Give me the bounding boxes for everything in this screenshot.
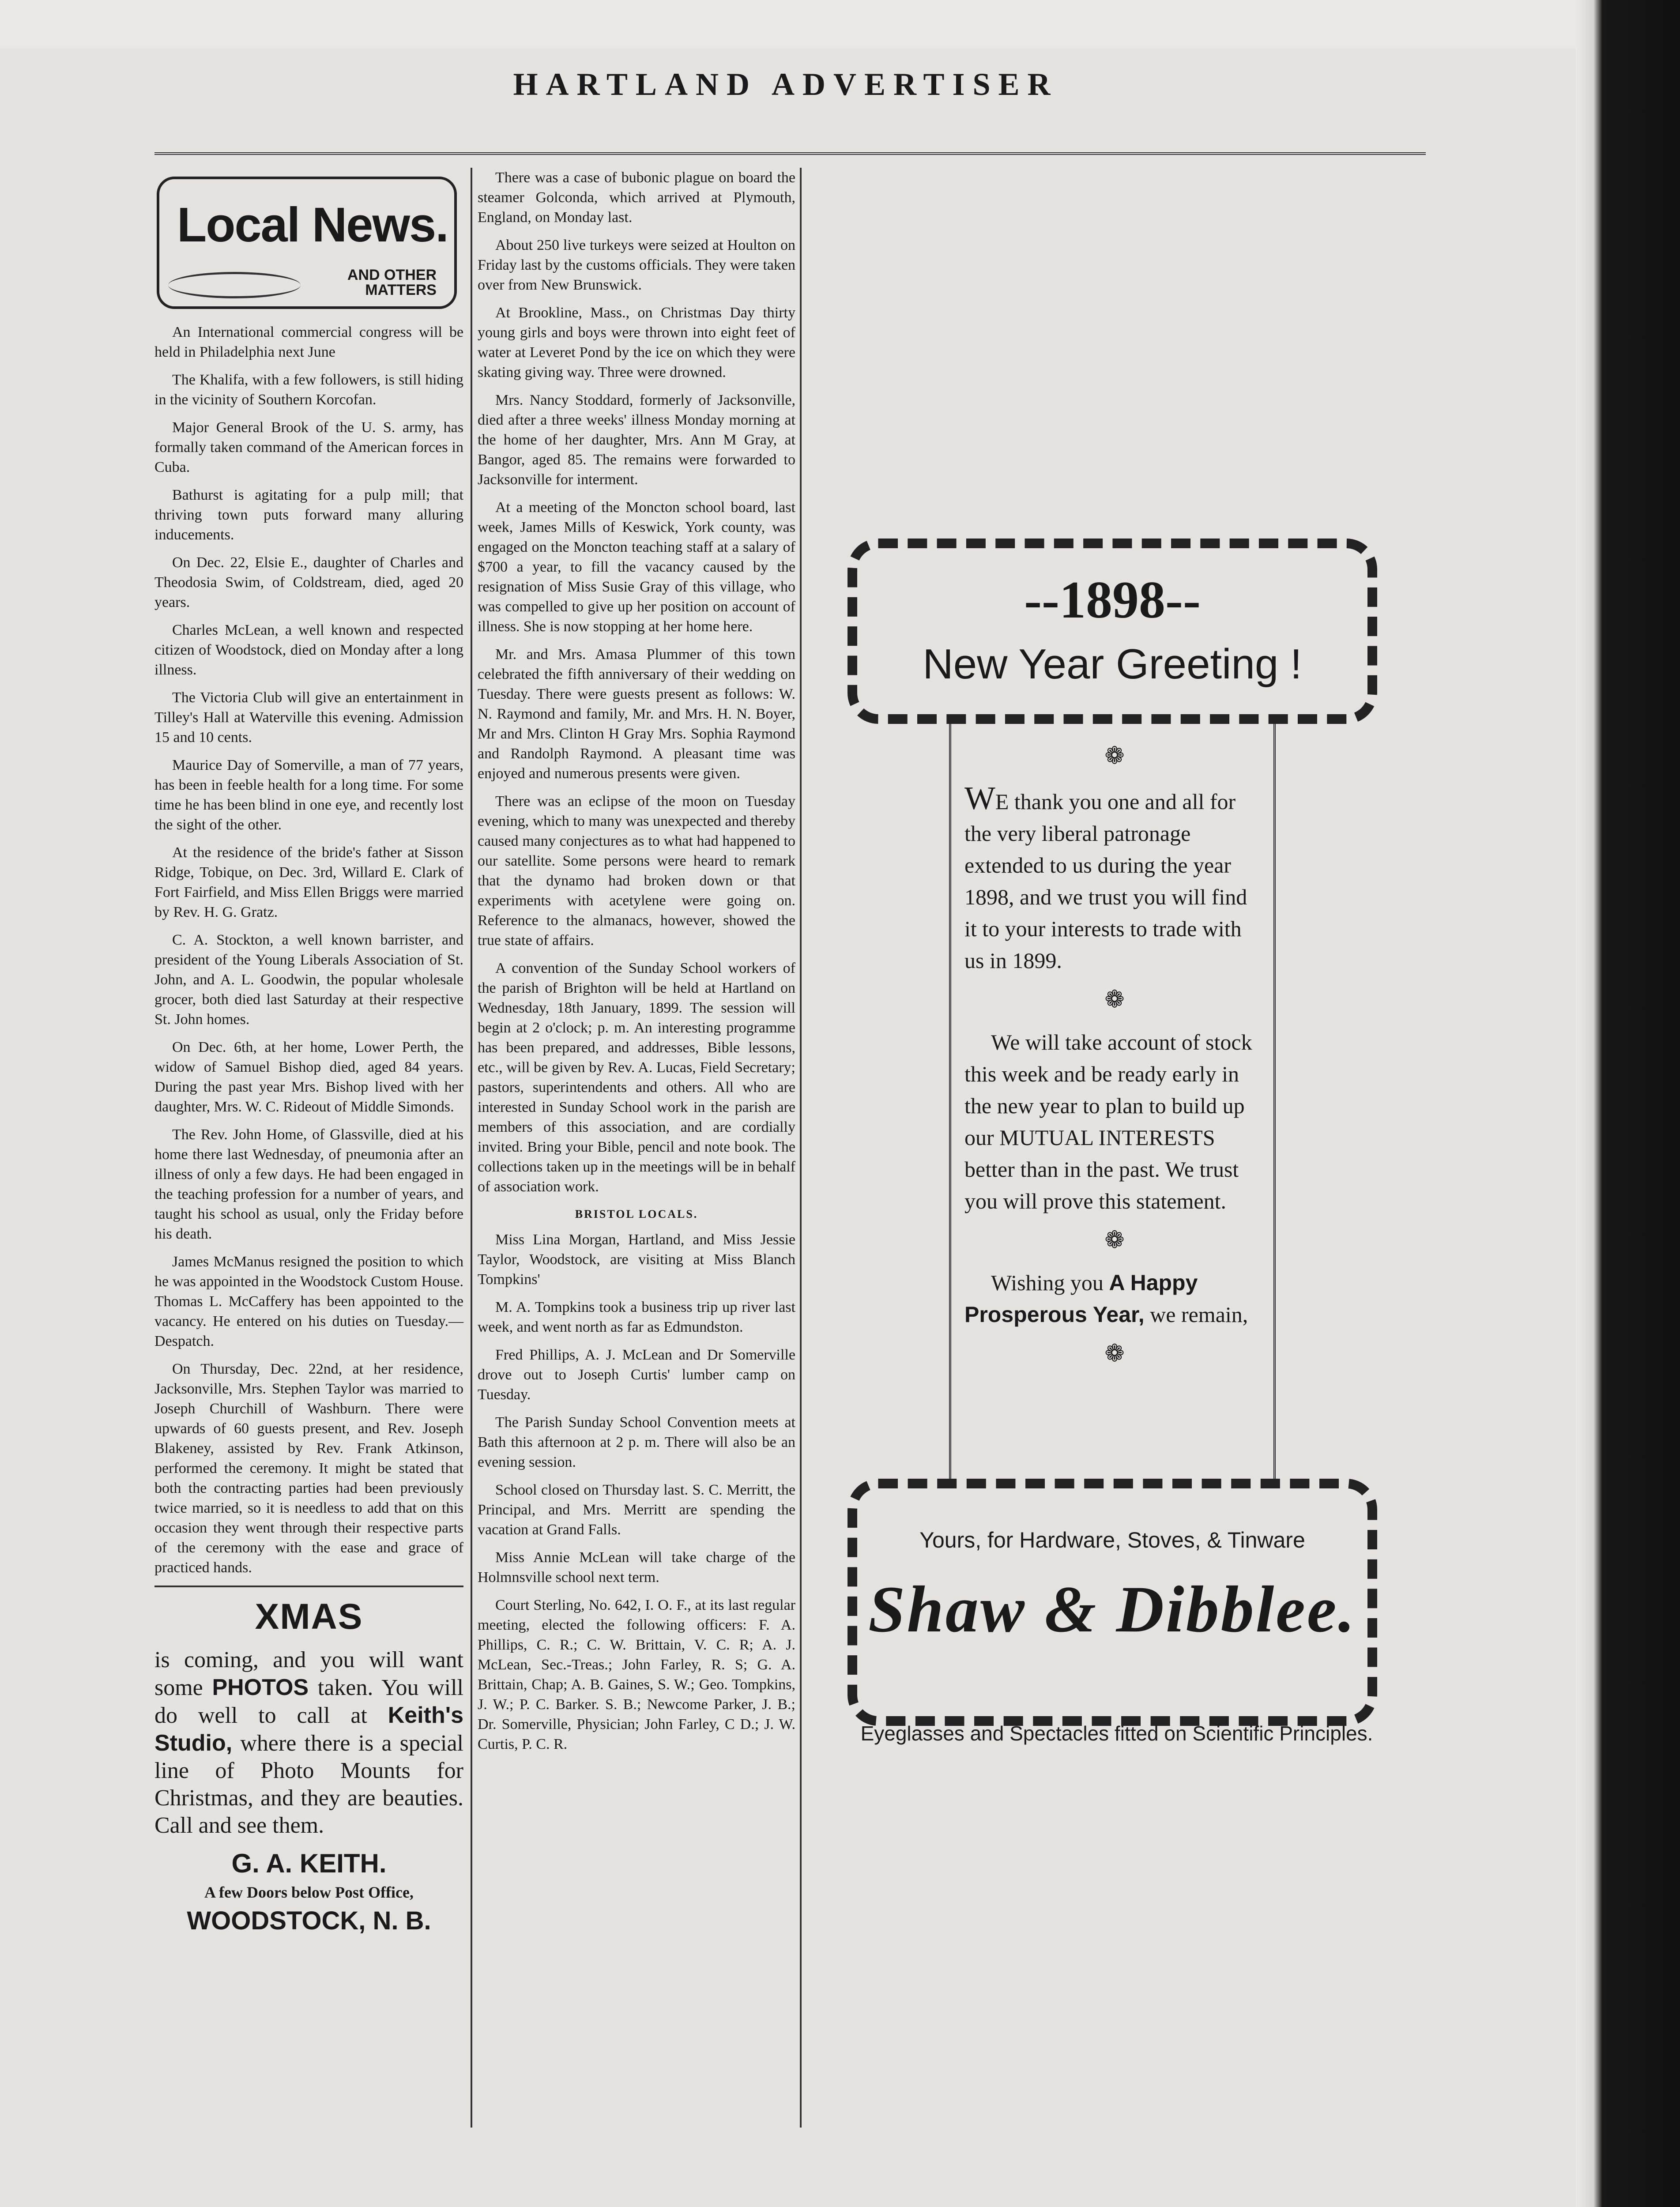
xmas-address-line: A few Doors below Post Office, <box>204 1883 414 1901</box>
xmas-body-text: taken. You will do well to call at <box>154 1675 464 1728</box>
news-item: On Dec. 6th, at her home, Lower Perth, the widow of Samuel Bishop died, aged 84 years. During the past year Mrs. Bishop lived with her daughter, Mrs. W. C. Rideout of Middle Simonds. <box>154 1039 463 1115</box>
new-year-greeting-ad <box>848 539 1386 2207</box>
ad-paragraph-thanks <box>964 780 1265 976</box>
swirl-ornament-icon <box>168 272 301 298</box>
column-general-news <box>478 168 795 2128</box>
ad-paragraph-text: E thank you one and all for the very liberal patronage extended to us during the year 1898, and we trust you will find it to your interests to trade with us in 1899. <box>964 789 1247 973</box>
ad-firm-name: Shaw & Dibblee. <box>868 1573 1356 1646</box>
xmas-photo-ad <box>154 1596 463 1936</box>
news-item: Bathurst is agitating for a pulp mill; that thriving town puts forward many alluring inducements. <box>154 487 463 543</box>
news-item: A convention of the Sunday School workers of the parish of Brighton will be held at Hartland on Wednesday, 18th January, 1899. The session will begin at 2 o'clock; p. m. An interesting programme has been prepared, and addresses, Bible lessons, etc., will be given by Rev. A. Lucas, Field Secretary; pastors, superintendents and others. All who are interested in Sunday School work in the parish are members of this association, and are cordially invited. Bring your Bible, pencil and note book. The collections taken up in the meetings will be in behalf of association work. <box>478 960 795 1195</box>
laurel-frame-top <box>848 539 1377 724</box>
column-divider <box>800 168 802 2128</box>
news-item: On Thursday, Dec. 22nd, at her residence, Jacksonville, Mrs. Stephen Taylor was married to Joseph Churchill of Washburn. There were upwards of 60 guests present, and Rev. Joseph Blakeney, assisted by Rev. Frank Atkinson, performed the ceremony. It might be stated that both the contracting parties had been previously twice married, so it is needless to add that on this occasion they went through their respective parts of the ceremony with the ease and grace of practiced hands. <box>154 1361 463 1576</box>
xmas-body-text: is coming, and you will want some <box>154 1647 463 1700</box>
scan-top-margin <box>0 0 1576 49</box>
news-item: On Dec. 22, Elsie E., daughter of Charles and Theodosia Swim, of Coldstream, died, aged 20 years. <box>154 554 463 610</box>
bristol-item: Fred Phillips, A. J. McLean and Dr Somerville drove out to Joseph Curtis' lumber camp on Tuesday. <box>478 1347 795 1403</box>
news-item: The Khalifa, with a few followers, is still hiding in the vicinity of Southern Korcofan. <box>154 372 463 408</box>
ad-body <box>964 737 1265 1380</box>
subtitle-line-2: MATTERS <box>365 282 437 298</box>
ad-paragraph-text: we remain, <box>1144 1302 1248 1327</box>
scan-edge <box>1576 0 1680 2207</box>
xmas-body-text: where there is a special line of Photo Mounts for Christmas, and they are beauties. Call and see them. <box>154 1731 463 1838</box>
section-rule <box>154 1586 463 1587</box>
news-item: Mrs. Nancy Stoddard, formerly of Jacksonville, died after a three weeks' illness Monday morning at the home of her daughter, Mrs. Ann M Gray, at Bangor, aged 85. The remains were forwarded to Jacksonville for interment. <box>478 392 795 488</box>
xmas-advertiser-name: G. A. KEITH. <box>231 1849 387 1878</box>
local-news-title: Local News. <box>177 198 448 252</box>
bristol-item: The Parish Sunday School Convention meets at Bath this afternoon at 2 p. m. There will also be an evening session. <box>478 1414 795 1470</box>
news-item: James McManus resigned the position to which he was appointed in the Woodstock Custom House. Thomas L. McCaffery has been appointed to the vacancy. He entered on his duties on Tuesday.—Despatch. <box>154 1254 463 1349</box>
local-news-subtitle <box>347 267 437 298</box>
subtitle-line-1: AND OTHER <box>347 267 437 283</box>
flower-ornament-icon: ❁ <box>1104 1340 1125 1367</box>
bristol-item: Miss Lina Morgan, Hartland, and Miss Jessie Taylor, Woodstock, are visiting at Miss Blanch Tompkins' <box>478 1232 795 1288</box>
ad-footer-line: Eyeglasses and Spectacles fitted on Scientific Principles. <box>860 1722 1373 1745</box>
flower-ornament-icon: ❁ <box>1104 1227 1125 1253</box>
news-item: C. A. Stockton, a well known barrister, and president of the Young Liberals Association of St. John, and A. L. Goodwin, the popular wholesale grocer, both died last Saturday at their respective St. John homes. <box>154 932 463 1028</box>
column-local-news <box>154 168 463 2128</box>
news-item: There was an eclipse of the moon on Tuesday evening, which to many was unexpected and thereby caused many conjectures as to what had happened to our satellite. Some persons were heard to remark that the dynamo had broken down or that experiments with acetylene were going on. Reference to the almanacs, however, showed the true state of affairs. <box>478 793 795 949</box>
news-item: There was a case of bubonic plague on board the steamer Golconda, which arrived at Plymouth, England, on Monday last. <box>478 169 795 226</box>
flower-ornament-icon: ❁ <box>1104 986 1125 1013</box>
xmas-studio-name: Keith's Studio, <box>154 1702 463 1756</box>
news-item: Major General Brook of the U. S. army, has formally taken command of the American forces in Cuba. <box>154 419 463 475</box>
newspaper-header: HARTLAND ADVERTISER <box>513 67 1058 102</box>
ad-pillar-left <box>949 724 951 1479</box>
news-item: Charles McLean, a well known and respected citizen of Woodstock, died on Monday after a long illness. <box>154 622 463 678</box>
flower-ornament-icon: ❁ <box>1104 742 1125 769</box>
ad-signoff: Yours, for Hardware, Stoves, & Tinware <box>919 1528 1305 1552</box>
xmas-town: WOODSTOCK, N. B. <box>187 1906 431 1935</box>
news-item: An International commercial congress will be held in Philadelphia next June <box>154 324 463 360</box>
ad-greeting: New Year Greeting ! <box>923 640 1302 688</box>
news-item: At Brookline, Mass., on Christmas Day thirty young girls and boys were thrown into eight feet of water at Leveret Pond by the ice on which they were skating giving way. Three were drowned. <box>478 305 795 380</box>
bristol-item: Miss Annie McLean will take charge of the Holmnsville school next term. <box>478 1549 795 1586</box>
column-divider <box>471 168 472 2128</box>
ad-bold-wish: A Happy Prosperous Year, <box>964 1270 1198 1327</box>
news-item: The Rev. John Home, of Glassville, died at his home there last Wednesday, of pneumonia after an illness of only a few days. He had been engaged in the teaching profession for a number of years, and taught his school as usual, only the Friday before his death. <box>154 1126 463 1242</box>
news-item: The Victoria Club will give an entertainment in Tilley's Hall at Waterville this evening. Admission 15 and 10 cents. <box>154 689 463 746</box>
xmas-title: XMAS <box>255 1597 363 1637</box>
ad-drop-cap: W <box>964 780 995 817</box>
ad-paragraph-wishes <box>964 1267 1265 1330</box>
bristol-locals-heading: BRISTOL LOCALS. <box>575 1208 698 1220</box>
ad-paragraph-text: Wishing you <box>991 1270 1109 1295</box>
news-item: About 250 live turkeys were seized at Houlton on Friday last by the customs officials. They were taken over from New Brunswick. <box>478 237 795 293</box>
news-item: At a meeting of the Moncton school board, last week, James Mills of Keswick, York county, was engaged on the Moncton teaching staff at a salary of $700 a year, to fill the vacancy caused by the resignation of Miss Susie Gray of this village, who was compelled to give up her position on account of illness. She is now stopping at her home here. <box>478 499 795 635</box>
bristol-item: School closed on Thursday last. S. C. Merritt, the Principal, and Mrs. Merritt are spending the vacation at Grand Falls. <box>478 1482 795 1538</box>
ad-pillar-right <box>1273 724 1276 1479</box>
news-item: Mr. and Mrs. Amasa Plummer of this town celebrated the fifth anniversary of their wedding on Tuesday. There were guests present as follows: W. N. Raymond and family, Mr. and Mrs. H. N. Boyer, Mr and Mrs. Clinton H Gray Mrs. Sophia Raymond and Randolph Raymond. A pleasant time was enjoyed and numerous presents were given. <box>478 646 795 782</box>
local-news-masthead <box>157 177 457 309</box>
xmas-body <box>154 1646 463 1839</box>
ad-year: --1898-- <box>1024 570 1201 629</box>
bristol-item: M. A. Tompkins took a business trip up river last week, and went north as far as Edmundston. <box>478 1299 795 1335</box>
news-item: Maurice Day of Somerville, a man of 77 years, has been in feeble health for a long time. For some time he has been blind in one eye, and recently lost the sight of the other. <box>154 757 463 833</box>
news-item: At the residence of the bride's father at Sisson Ridge, Tobique, on Dec. 3rd, Willard E. Clark of Fort Fairfield, and Miss Ellen Briggs were married by Rev. H. G. Gratz. <box>154 844 463 920</box>
ad-paragraph-stock: We will take account of stock this week and be ready early in the new year to plan to build up our MUTUAL INTERESTS better than in the past. We trust you will prove this statement. <box>964 1030 1252 1213</box>
header-rule <box>154 152 1426 155</box>
bristol-item: Court Sterling, No. 642, I. O. F., at its last regular meeting, elected the following officers: F. A. Phillips, C. R.; C. W. Brittain, V. C. R; A. J. McLean, Sec.-Treas.; John Farley, R. S; G. A. Brittain, Chap; A. B. Gaines, S. W.; Geo. Tompkins, J. W.; P. C. Barker. S. B.; Newcome Parker, J. B.; Dr. Somerville, Physician; John Farley, C D.; J. W. Curtis, P. C. R. <box>478 1597 795 1752</box>
xmas-photos-word: PHOTOS <box>212 1675 309 1700</box>
